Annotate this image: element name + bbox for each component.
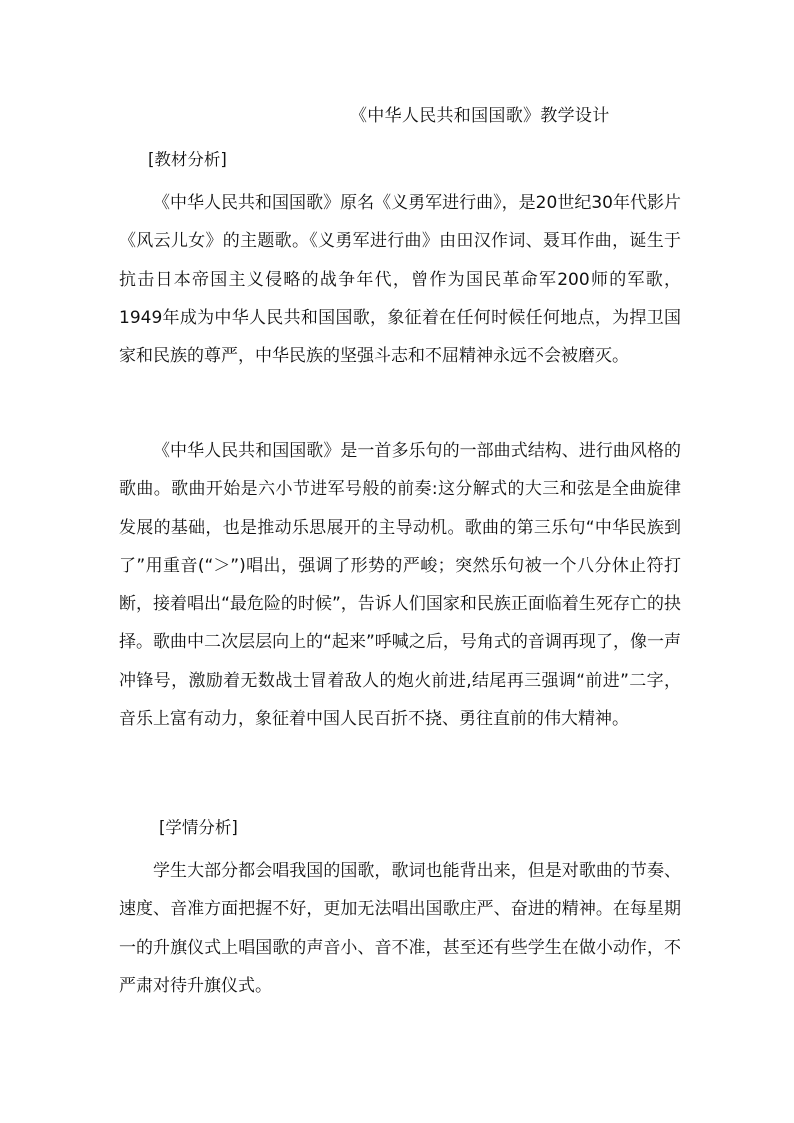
paragraph-student-situation: 学生大部分都会唱我国的国歌，歌词也能背出来，但是对歌曲的节奏、速度、音准方面把握不好，更加无法唱出国歌庄严、奋进的精神。在每星期一的升旗仪式上唱国歌的声音小、音不准，甚至还有些学生在做小动作，不严肃对待升旗仪式。 (119, 861, 681, 996)
paragraph-song-history: 《中华人民共和国国歌》原名《义勇军进行曲》，是20世纪30年代影片《风云儿女》的主题歌。《义勇军进行曲》由田汉作词、聂耳作曲，诞生于抗击日本帝国主义侵略的战争年代，曾作为国民革命军200师的军歌，1949年成为中华人民共和国国歌，象征着在任何时候任何地点，为捍卫国家和民族的尊严，中华民族的坚强斗志和不屈精神永远不会被磨灭。 (119, 193, 681, 367)
paragraph-song-structure: 《中华人民共和国国歌》是一首多乐句的一部曲式结构、进行曲风格的歌曲。歌曲开始是六小节进军号般的前奏:这分解式的大三和弦是全曲旋律发展的基础，也是推动乐思展开的主导动机。歌曲的第三乐句“中华民族到了”用重音(“＞”)唱出，强调了形势的严峻；突然乐句被一个八分休止符打断，接着唱出“最危险的时候”，告诉人们国家和民族正面临着生死存亡的抉择。歌曲中二次层层向上的“起来”呼喊之后，号角式的音调再现了，像一声冲锋号，激励着无数战士冒着敌人的炮火前进,结尾再三强调“前进”二字，音乐上富有动力，象征着中国人民百折不挠、勇往直前的伟大精神。 (119, 441, 681, 730)
document-title: 《中华人民共和国国歌》教学设计 (350, 106, 610, 126)
section-heading-student-analysis: [学情分析] (159, 818, 238, 837)
section-heading-textbook-analysis: [教材分析] (148, 150, 227, 169)
